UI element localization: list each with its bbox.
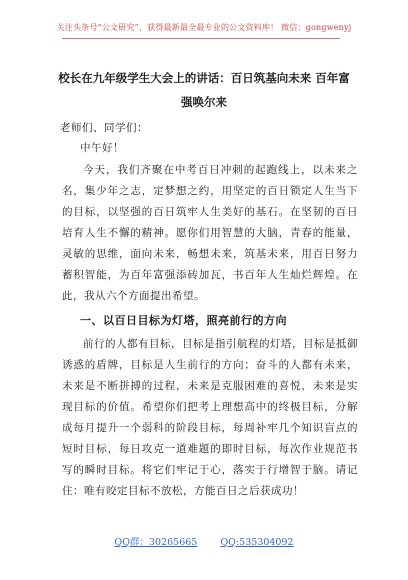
- footer-qq-group-link[interactable]: QQ群：30265665: [114, 537, 198, 548]
- section-heading: 一、以百日目标为灯塔，照亮前行的方向: [80, 314, 287, 327]
- document-title-line2: 强唤尔来: [181, 95, 227, 109]
- header-divider: [62, 38, 340, 39]
- header-banner: 关注头条号“公文研究”，获得最新最全最专业的公文资料库！ 微信：gongwenyj: [56, 23, 352, 32]
- footer-qq-link[interactable]: QQ:535304092: [220, 537, 294, 548]
- noon-greeting: 中午好！: [80, 142, 124, 154]
- document-title-line1: 校长在九年级学生大会上的讲话：百日筑基向未来 百年富: [58, 71, 350, 85]
- paragraph-goals: 前行的人都有目标，目标是指引航程的灯塔，目标是抵御诱惑的盾牌，目标是人生前行的方向；奋斗的人都有未来，未来是不断拼搏的过程，未来是克服困难的喜悦，未来是实现目标的价值。希望你们把考上理想高中的终极目标，分解成每月提升一个弱科的阶段目标，每周补牢几个知识盲点的短时目标，每日攻克一道难题的即时目标，每次作业规范书写的瞬时目标。将它们牢记于心，落实于行增智于脑。请记住：唯有咬定目标不放松，方能百日之后获成功！: [62, 338, 358, 497]
- greeting: 老师们、同学们：: [60, 122, 148, 134]
- paragraph-intro: 今天，我们齐聚在中考百日冲刺的起跑线上，以未来之名，集少年之志，定梦想之约，用坚定的百日锁定人生当下的目标，以坚强的百日筑牢人生美好的基石。在坚韧的百日培育人生不懈的精神。愿你们用智慧的大脑，青春的能量，灵敏的思维，面向未来，畅想未来，筑基未来，用百日努力蓄积智能，为百年富强添砖加瓦，书百年人生灿烂辉煌。在此，我从六个方面提出希望。: [62, 164, 358, 302]
- footer: [0, 534, 408, 548]
